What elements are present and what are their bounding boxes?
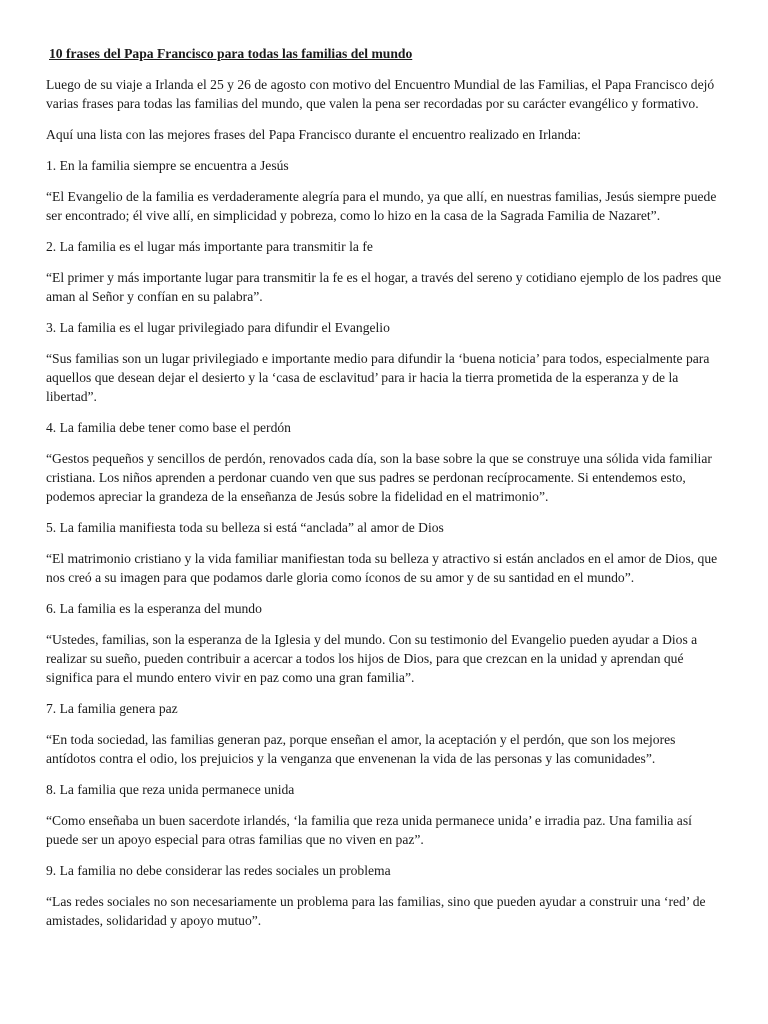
item-4-heading: 4. La familia debe tener como base el perdón: [46, 420, 291, 435]
document-title: 10 frases del Papa Francisco para todas las familias del mundo: [49, 46, 413, 61]
item-9-heading: 9. La familia no debe considerar las redes sociales un problema: [46, 863, 391, 878]
item-1-heading: 1. En la familia siempre se encuentra a Jesús: [46, 158, 289, 173]
item-7-quote: “En toda sociedad, las familias generan paz, porque enseñan el amor, la aceptación y el perdón, que son los mejores antídotos contra el odio, los prejuicios y la venganza que envenenan la vida de las personas y las comunidades”.: [46, 732, 676, 766]
item-4-quote: “Gestos pequeños y sencillos de perdón, renovados cada día, son la base sobre la que se construye una sólida vida familiar cristiana. Los niños aprenden a perdonar cuando ven que sus padres se perdonan recíprocamente. Si entendemos esto, podemos apreciar la grandeza de la enseñanza de Jesús sobre la fidelidad en el matrimonio”.: [46, 451, 712, 504]
item-5-heading: 5. La familia manifiesta toda su belleza si está “anclada” al amor de Dios: [46, 520, 444, 535]
item-1-quote: “El Evangelio de la familia es verdaderamente alegría para el mundo, ya que allí, en nuestras familias, Jesús siempre puede ser encontrado; él vive allí, en simplicidad y pobreza, como lo hizo en la casa de la Sagrada Familia de Nazaret”.: [46, 189, 717, 223]
item-8-heading: 8. La familia que reza unida permanece unida: [46, 782, 295, 797]
item-7-heading: 7. La familia genera paz: [46, 701, 178, 716]
intro-paragraph-2: Aquí una lista con las mejores frases del Papa Francisco durante el encuentro realizado en Irlanda:: [46, 127, 581, 142]
item-2-heading: 2. La familia es el lugar más importante para transmitir la fe: [46, 239, 373, 254]
item-3-quote: “Sus familias son un lugar privilegiado e importante medio para difundir la ‘buena noticia’ para todos, especialmente para aquellos que desean dejar el desierto y la ‘casa de esclavitud’ para ir hacia la tierra prometida de la esperanza y de la libertad”.: [46, 351, 710, 404]
item-3-heading: 3. La familia es el lugar privilegiado para difundir el Evangelio: [46, 320, 390, 335]
item-6-heading: 6. La familia es la esperanza del mundo: [46, 601, 262, 616]
item-2-quote: “El primer y más importante lugar para transmitir la fe es el hogar, a través del sereno y cotidiano ejemplo de los padres que aman al Señor y confían en su palabra”.: [46, 270, 722, 304]
item-9-quote: “Las redes sociales no son necesariamente un problema para las familias, sino que pueden ayudar a construir una ‘red’ de amistades, solidaridad y apoyo mutuo”.: [46, 894, 706, 928]
document-page: [46, 44, 726, 942]
item-5-quote: “El matrimonio cristiano y la vida familiar manifiestan toda su belleza y atractivo si están anclados en el amor de Dios, que nos creó a su imagen para que podamos darle gloria como íconos de su amor y de su santidad en el mundo”.: [46, 551, 718, 585]
item-6-quote: “Ustedes, familias, son la esperanza de la Iglesia y del mundo. Con su testimonio del Evangelio pueden ayudar a Dios a realizar su sueño, pueden contribuir a acercar a todos los hijos de Dios, para que crezcan en la unidad y aprendan qué significa para el mundo entero vivir en paz como una gran familia”.: [46, 632, 698, 685]
item-8-quote: “Como enseñaba un buen sacerdote irlandés, ‘la familia que reza unida permanece unida’ e irradia paz. Una familia así puede ser un apoyo especial para otras familias que no viven en paz”.: [46, 813, 692, 847]
intro-paragraph-1: Luego de su viaje a Irlanda el 25 y 26 de agosto con motivo del Encuentro Mundial de las Familias, el Papa Francisco dejó varias frases para todas las familias del mundo, que valen la pena ser recordadas por su carácter evangélico y formativo.: [46, 77, 715, 111]
